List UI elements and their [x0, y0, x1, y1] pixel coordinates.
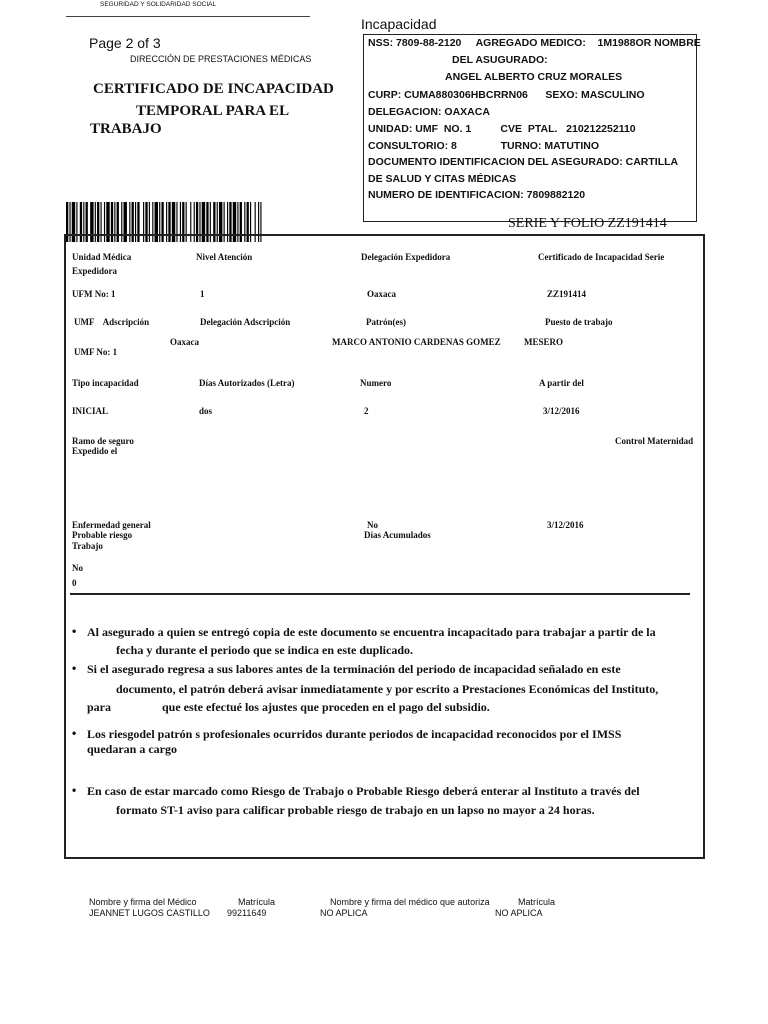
note-3-line2: quedaran a cargo — [87, 742, 177, 756]
label-unidad-medica-cont: Expedidora — [72, 266, 118, 276]
value-ufm: UFM No: 1 — [72, 289, 116, 299]
signature-matricula-label: Matrícula — [238, 897, 276, 907]
signature-medico-value: JEANNET LUGOS CASTILLO — [89, 908, 210, 918]
label-patron: Patrón(es) — [366, 317, 406, 327]
certificate-title-line2: TEMPORAL PARA EL — [136, 103, 290, 119]
label-control-maternidad: Control Maternidad — [615, 436, 694, 446]
label-nivel-atencion: Nivel Atención — [196, 252, 253, 262]
signature-autoriza-label: Nombre y firma del médico que autoriza — [330, 897, 490, 907]
label-expedido-el: Expedido el — [72, 446, 118, 456]
label-tipo-incapacidad: Tipo incapacidad — [72, 378, 139, 388]
label-numero: Numero — [360, 378, 392, 388]
note-4-line2: formato ST-1 aviso para calificar probable riesgo de trabajo en un lapso no mayor a 24 horas. — [116, 803, 595, 817]
incapacidad-box-title: Incapacidad — [361, 16, 437, 32]
value-delegacion: Oaxaca — [367, 289, 396, 299]
label-unidad-medica: Unidad Médica — [72, 252, 132, 262]
note-2-line3a: para — [87, 700, 111, 714]
label-delegacion-expedidora: Delegación Expedidora — [361, 252, 451, 262]
note-2-line3b: que este efectué los ajustes que proceden en el pago del subsidio. — [162, 700, 490, 714]
value-umf-no: UMF No: 1 — [74, 347, 118, 357]
value-numero: 2 — [364, 406, 369, 416]
value-patron: MARCO ANTONIO CARDENAS GOMEZ — [332, 337, 501, 347]
insured-curp: CURP: CUMA880306HBCRRN06 SEXO: MASCULINO — [368, 89, 645, 101]
direction-name: DIRECCIÓN DE PRESTACIONES MÉDICAS — [130, 54, 312, 64]
institution-name: SEGURIDAD Y SOLIDARIDAD SOCIAL — [100, 1, 217, 8]
insured-documento-cont: DE SALUD Y CITAS MÉDICAS — [368, 173, 517, 185]
note-3-line1: Los riesgodel patrón s profesionales ocurridos durante periodos de incapacidad reconocidos por el IMSS — [87, 727, 622, 741]
note-4-line1: En caso de estar marcado como Riesgo de Trabajo o Probable Riesgo deberá enterar al Instituto a través del — [87, 784, 640, 798]
form-divider — [70, 593, 690, 595]
signature-matricula2-value: NO APLICA — [495, 908, 543, 918]
label-ramo-seguro: Ramo de seguro — [72, 436, 134, 446]
insured-name: ANGEL ALBERTO CRUZ MORALES — [445, 71, 623, 83]
top-rule — [66, 16, 310, 17]
note-4-bullet: • — [72, 783, 77, 797]
signature-medico-label: Nombre y firma del Médico — [89, 897, 197, 907]
certificate-title-line3: TRABAJO — [90, 121, 162, 137]
note-2-bullet: • — [72, 661, 77, 675]
signature-autoriza-value: NO APLICA — [320, 908, 368, 918]
insured-line-nss: NSS: 7809-88-2120 AGREGADO MEDICO: 1M1988OR NOMBRE — [368, 37, 701, 49]
label-a-partir: A partir del — [539, 378, 584, 388]
value-dias: dos — [199, 406, 213, 416]
certificate-title-line1: CERTIFICADO DE INCAPACIDAD — [93, 81, 334, 97]
value-tipo-incapacidad: INICIAL — [72, 406, 109, 416]
insured-unidad: UNIDAD: UMF NO. 1 CVE PTAL. 210212252110 — [368, 123, 636, 135]
value-fecha-inicio: 3/12/2016 — [543, 406, 580, 416]
insured-consultorio: CONSULTORIO: 8 TURNO: MATUTINO — [368, 140, 599, 152]
insured-delegacion: DELEGACION: OAXACA — [368, 106, 490, 118]
signature-matricula-value: 99211649 — [227, 908, 267, 918]
label-trabajo: Trabajo — [72, 541, 103, 551]
value-probable-riesgo: No — [367, 520, 378, 530]
value-serie: ZZ191414 — [547, 289, 587, 299]
value-puesto: MESERO — [524, 337, 564, 347]
value-control-maternidad: No — [72, 563, 83, 573]
value-nivel: 1 — [200, 289, 205, 299]
label-dias-autorizados: Días Autorizados (Letra) — [199, 378, 295, 388]
label-delegacion-adscripcion: Delegación Adscripción — [200, 317, 291, 327]
note-3-bullet: • — [72, 726, 77, 740]
insured-documento: DOCUMENTO IDENTIFICACION DEL ASEGURADO: CARTILLA — [368, 156, 679, 168]
value-enfermedad-general: Enfermedad general — [72, 520, 151, 530]
insured-id-number: NUMERO DE IDENTIFICACION: 7809882120 — [368, 189, 586, 201]
value-adscripcion-delegacion: Oaxaca — [170, 337, 199, 347]
insured-line-label: DEL ASUGURADO: — [452, 54, 548, 66]
note-1-bullet: • — [72, 624, 77, 638]
note-2-line2: documento, el patrón deberá avisar inmediatamente y por escrito a Prestaciones Económicas del Instituto, — [116, 682, 659, 696]
note-1-line1: Al asegurado a quien se entregó copia de este documento se encuentra incapacitado para trabajar a partir de la — [87, 625, 656, 639]
note-1-line2: fecha y durante el periodo que se indica en este duplicado. — [116, 643, 414, 657]
certificate-form-box — [64, 234, 705, 859]
label-certificado-serie: Certificado de Incapacidad Serie — [538, 252, 665, 262]
value-dias-acumulados: 0 — [72, 578, 77, 588]
label-umf-adscripcion: UMF Adscripción — [74, 317, 150, 327]
value-expedido-el: 3/12/2016 — [547, 520, 584, 530]
page-indicator: Page 2 of 3 — [89, 35, 161, 51]
label-dias-acumulados: Días Acumulados — [364, 530, 431, 540]
signature-matricula2-label: Matrícula — [518, 897, 556, 907]
note-2-line1: Si el asegurado regresa a sus labores antes de la terminación del periodo de incapacidad señalado en este — [87, 662, 621, 676]
serie-folio: SERIE Y FOLIO ZZ191414 — [508, 216, 667, 231]
label-probable-riesgo: Probable riesgo — [72, 530, 133, 540]
label-puesto: Puesto de trabajo — [545, 317, 613, 327]
